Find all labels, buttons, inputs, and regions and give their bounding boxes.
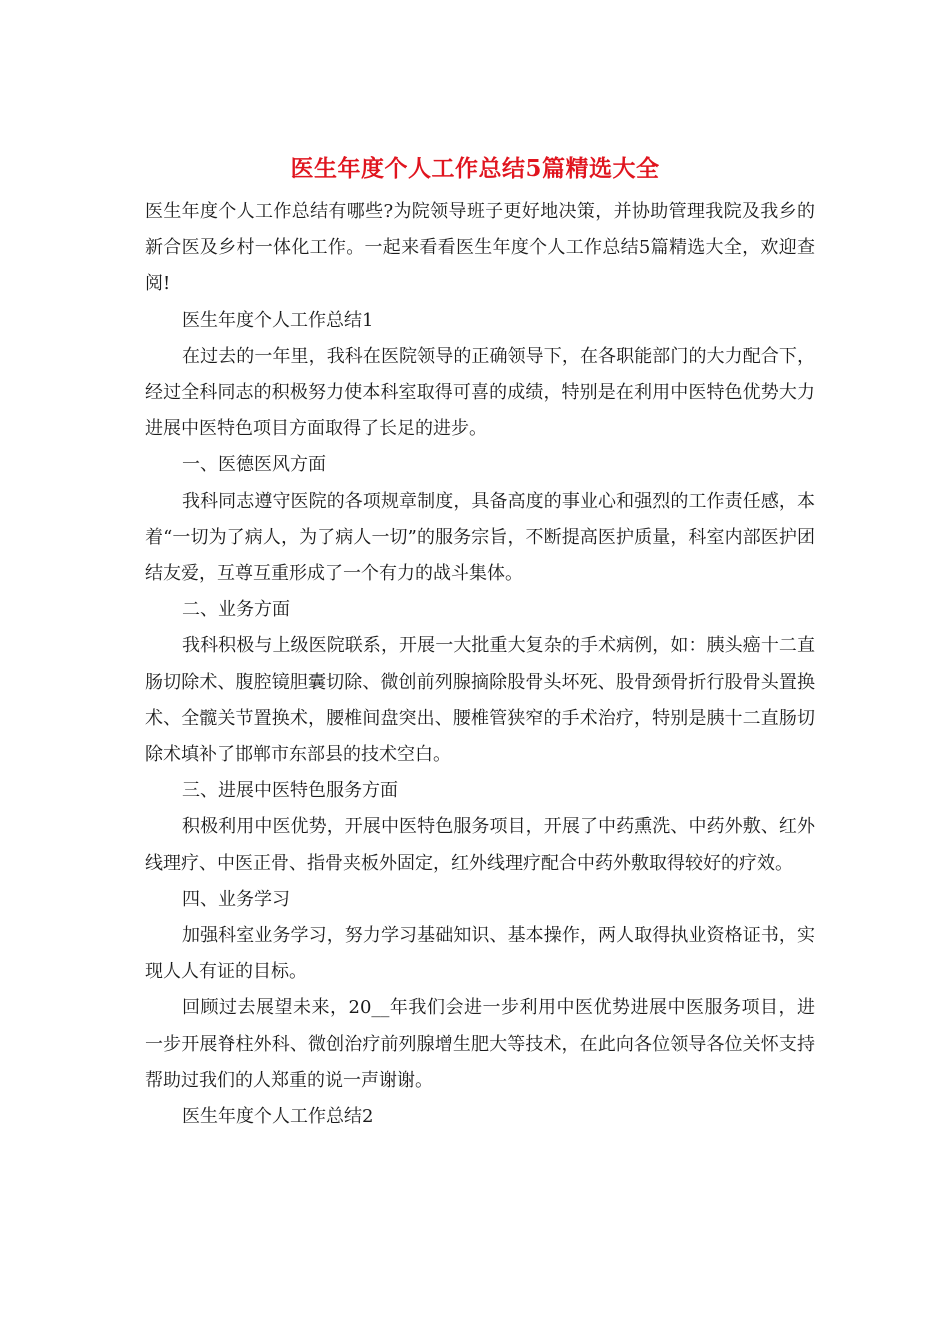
subheading-study: 四、业务学习 bbox=[182, 888, 290, 910]
document-title: 医生年度个人工作总结5篇精选大全 bbox=[290, 155, 660, 182]
paragraph-business: 我科积极与上级医院联系，开展一大批重大复杂的手术病例，如：胰头癌十二直肠切除术、腹腔镜胆囊切除、微创前列腺摘除股骨头坏死、股骨颈骨折行股骨头置换术、全髋关节置换术，腰椎间盘突出、腰椎管狭窄的手术治疗，特别是胰十二直肠切除术填补了邯郸市东部县的技术空白。 bbox=[145, 635, 815, 766]
section-heading-summary-1: 医生年度个人工作总结1 bbox=[182, 309, 374, 331]
section-heading-summary-2: 医生年度个人工作总结2 bbox=[182, 1106, 374, 1128]
subheading-medical-ethics: 一、医德医风方面 bbox=[182, 454, 326, 476]
intro-paragraph: 医生年度个人工作总结有哪些?为院领导班子更好地决策，并协助管理我院及我乡的新合医及乡村一体化工作。一起来看看医生年度个人工作总结5篇精选大全，欢迎查阅! bbox=[145, 201, 815, 295]
paragraph-overview: 在过去的一年里，我科在医院领导的正确领导下，在各职能部门的大力配合下，经过全科同志的积极努力使本科室取得可喜的成绩，特别是在利用中医特色优势大力进展中医特色项目方面取得了长足的进步。 bbox=[145, 345, 815, 440]
paragraph-tcm-services: 积极利用中医优势，开展中医特色服务项目，开展了中药熏洗、中药外敷、红外线理疗、中医正骨、指骨夹板外固定，红外线理疗配合中药外敷取得较好的疗效。 bbox=[145, 816, 815, 874]
subheading-tcm-services: 三、进展中医特色服务方面 bbox=[182, 780, 398, 802]
paragraph-medical-ethics: 我科同志遵守医院的各项规章制度，具备高度的事业心和强烈的工作责任感，本着“一切为了病人，为了病人一切”的服务宗旨，不断提高医护质量，科室内部医护团结友爱，互尊互重形成了一个有力的战斗集体。 bbox=[145, 490, 815, 585]
document-body bbox=[145, 194, 815, 1135]
subheading-business: 二、业务方面 bbox=[182, 599, 290, 621]
paragraph-study: 加强科室业务学习，努力学习基础知识、基本操作，两人取得执业资格证书，实现人人有证的目标。 bbox=[145, 925, 815, 983]
paragraph-outlook: 回顾过去展望未来，20__年我们会进一步利用中医优势进展中医服务项目，进一步开展脊柱外科、微创治疗前列腺增生肥大等技术，在此向各位领导各位关怀支持帮助过我们的人郑重的说一声谢谢。 bbox=[145, 997, 815, 1091]
